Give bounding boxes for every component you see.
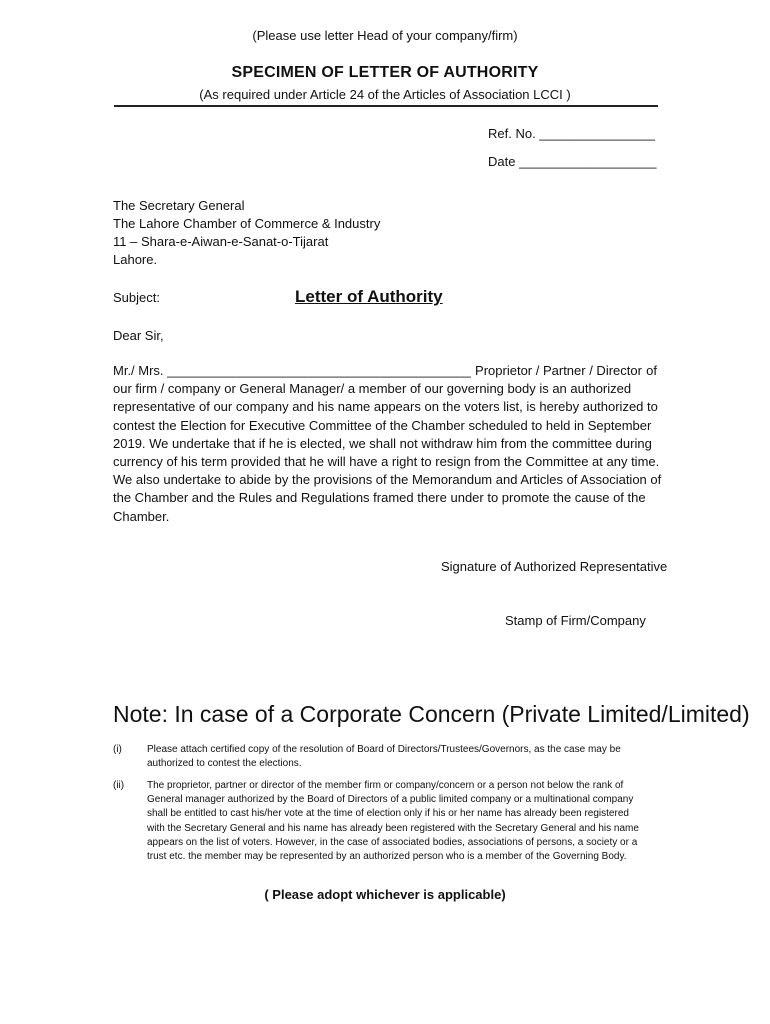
body-text: our firm / company or General Manager/ a member of our governing body is an authorized (113, 381, 632, 397)
letter-body (113, 362, 662, 526)
stamp-label: Stamp of Firm/Company (505, 613, 646, 628)
addressee-line: Lahore. (113, 252, 158, 267)
body-text: 2019. We undertake that if he is elected, we shall not withdraw him from the committee during (113, 435, 652, 451)
document-title: SPECIMEN OF LETTER OF AUTHORITY (231, 64, 539, 81)
note-heading: Note: In case of a Corporate Concern (Private Limited/Limited) (113, 701, 750, 727)
note-line: authorized to contest the elections. (147, 758, 302, 770)
designation-options: Proprietor / Partner / Director (475, 363, 642, 378)
addressee-line: The Lahore Chamber of Commerce & Industry (113, 216, 381, 231)
body-word: of (646, 363, 657, 378)
body-line (113, 435, 657, 453)
body-line (113, 471, 662, 489)
document-subtitle: (As required under Article 24 of the Articles of Association LCCI ) (199, 87, 571, 102)
subject-title: Letter of Authority (295, 287, 443, 306)
note-item-number: (i) (113, 744, 122, 755)
body-text: representative of our company and his name appears on the voters list, is hereby authorized to (113, 399, 658, 415)
name-blank: Mr./ Mrs. __________________________________________ (113, 363, 471, 378)
note-item-text (147, 779, 657, 864)
signature-label: Signature of Authorized Representative (441, 559, 668, 574)
note-item-number: (ii) (113, 780, 125, 791)
body-line (113, 453, 660, 471)
body-text: We also undertake to abide by the provisions of the Memorandum and Articles of Association of (113, 472, 662, 488)
body-line (113, 417, 657, 435)
body-text: contest the Election for Executive Committee of the Chamber scheduled to held in September (113, 417, 652, 433)
header-divider (114, 105, 658, 107)
note-line: trust etc. the member may be represented by an authorized person who is a member of the Governing Body. (147, 851, 627, 863)
body-line (113, 362, 657, 380)
body-line (113, 398, 657, 416)
note-line: The proprietor, partner or director of the member firm or company/concern or a person not below the rank of (147, 780, 624, 791)
note-line: with the Secretary General and his name has already been registered with the Secretary General and his name (147, 822, 639, 834)
note-line: appears on the list of voters. However, in the case of associated bodies, associations of persons, a society or a (147, 836, 638, 848)
salutation: Dear Sir, (113, 328, 164, 343)
addressee-line: 11 – Shara-e-Aiwan-e-Sanat-o-Tijarat (113, 234, 329, 249)
addressee-block (113, 197, 380, 269)
note-line: shall be entitled to cast his/her vote at the time of election only if his or her name has already been registered (147, 808, 629, 820)
body-text: currency of his term provided that he will have a right to resign from the Committee at any time. (113, 454, 660, 470)
note-line: General manager authorized by the Board of Directors of a public limited company or a multinational company (147, 794, 634, 806)
body-line (113, 489, 657, 507)
note-item-text (147, 743, 657, 771)
addressee-line: The Secretary General (113, 198, 245, 213)
subject-label: Subject: (113, 290, 160, 305)
body-text: Chamber. (113, 508, 170, 524)
body-line (113, 508, 657, 526)
body-line (113, 380, 657, 398)
letterhead-note: (Please use letter Head of your company/firm) (252, 28, 518, 43)
body-text: the Chamber and the Rules and Regulations framed there under to promote the cause of the (113, 490, 646, 506)
date-field: Date ___________________ (488, 154, 657, 169)
ref-no-field: Ref. No. ________________ (488, 126, 655, 141)
note-line: Please attach certified copy of the resolution of Board of Directors/Trustees/Governors, as the case may be (147, 744, 621, 755)
adopt-instruction: ( Please adopt whichever is applicable) (264, 887, 506, 902)
